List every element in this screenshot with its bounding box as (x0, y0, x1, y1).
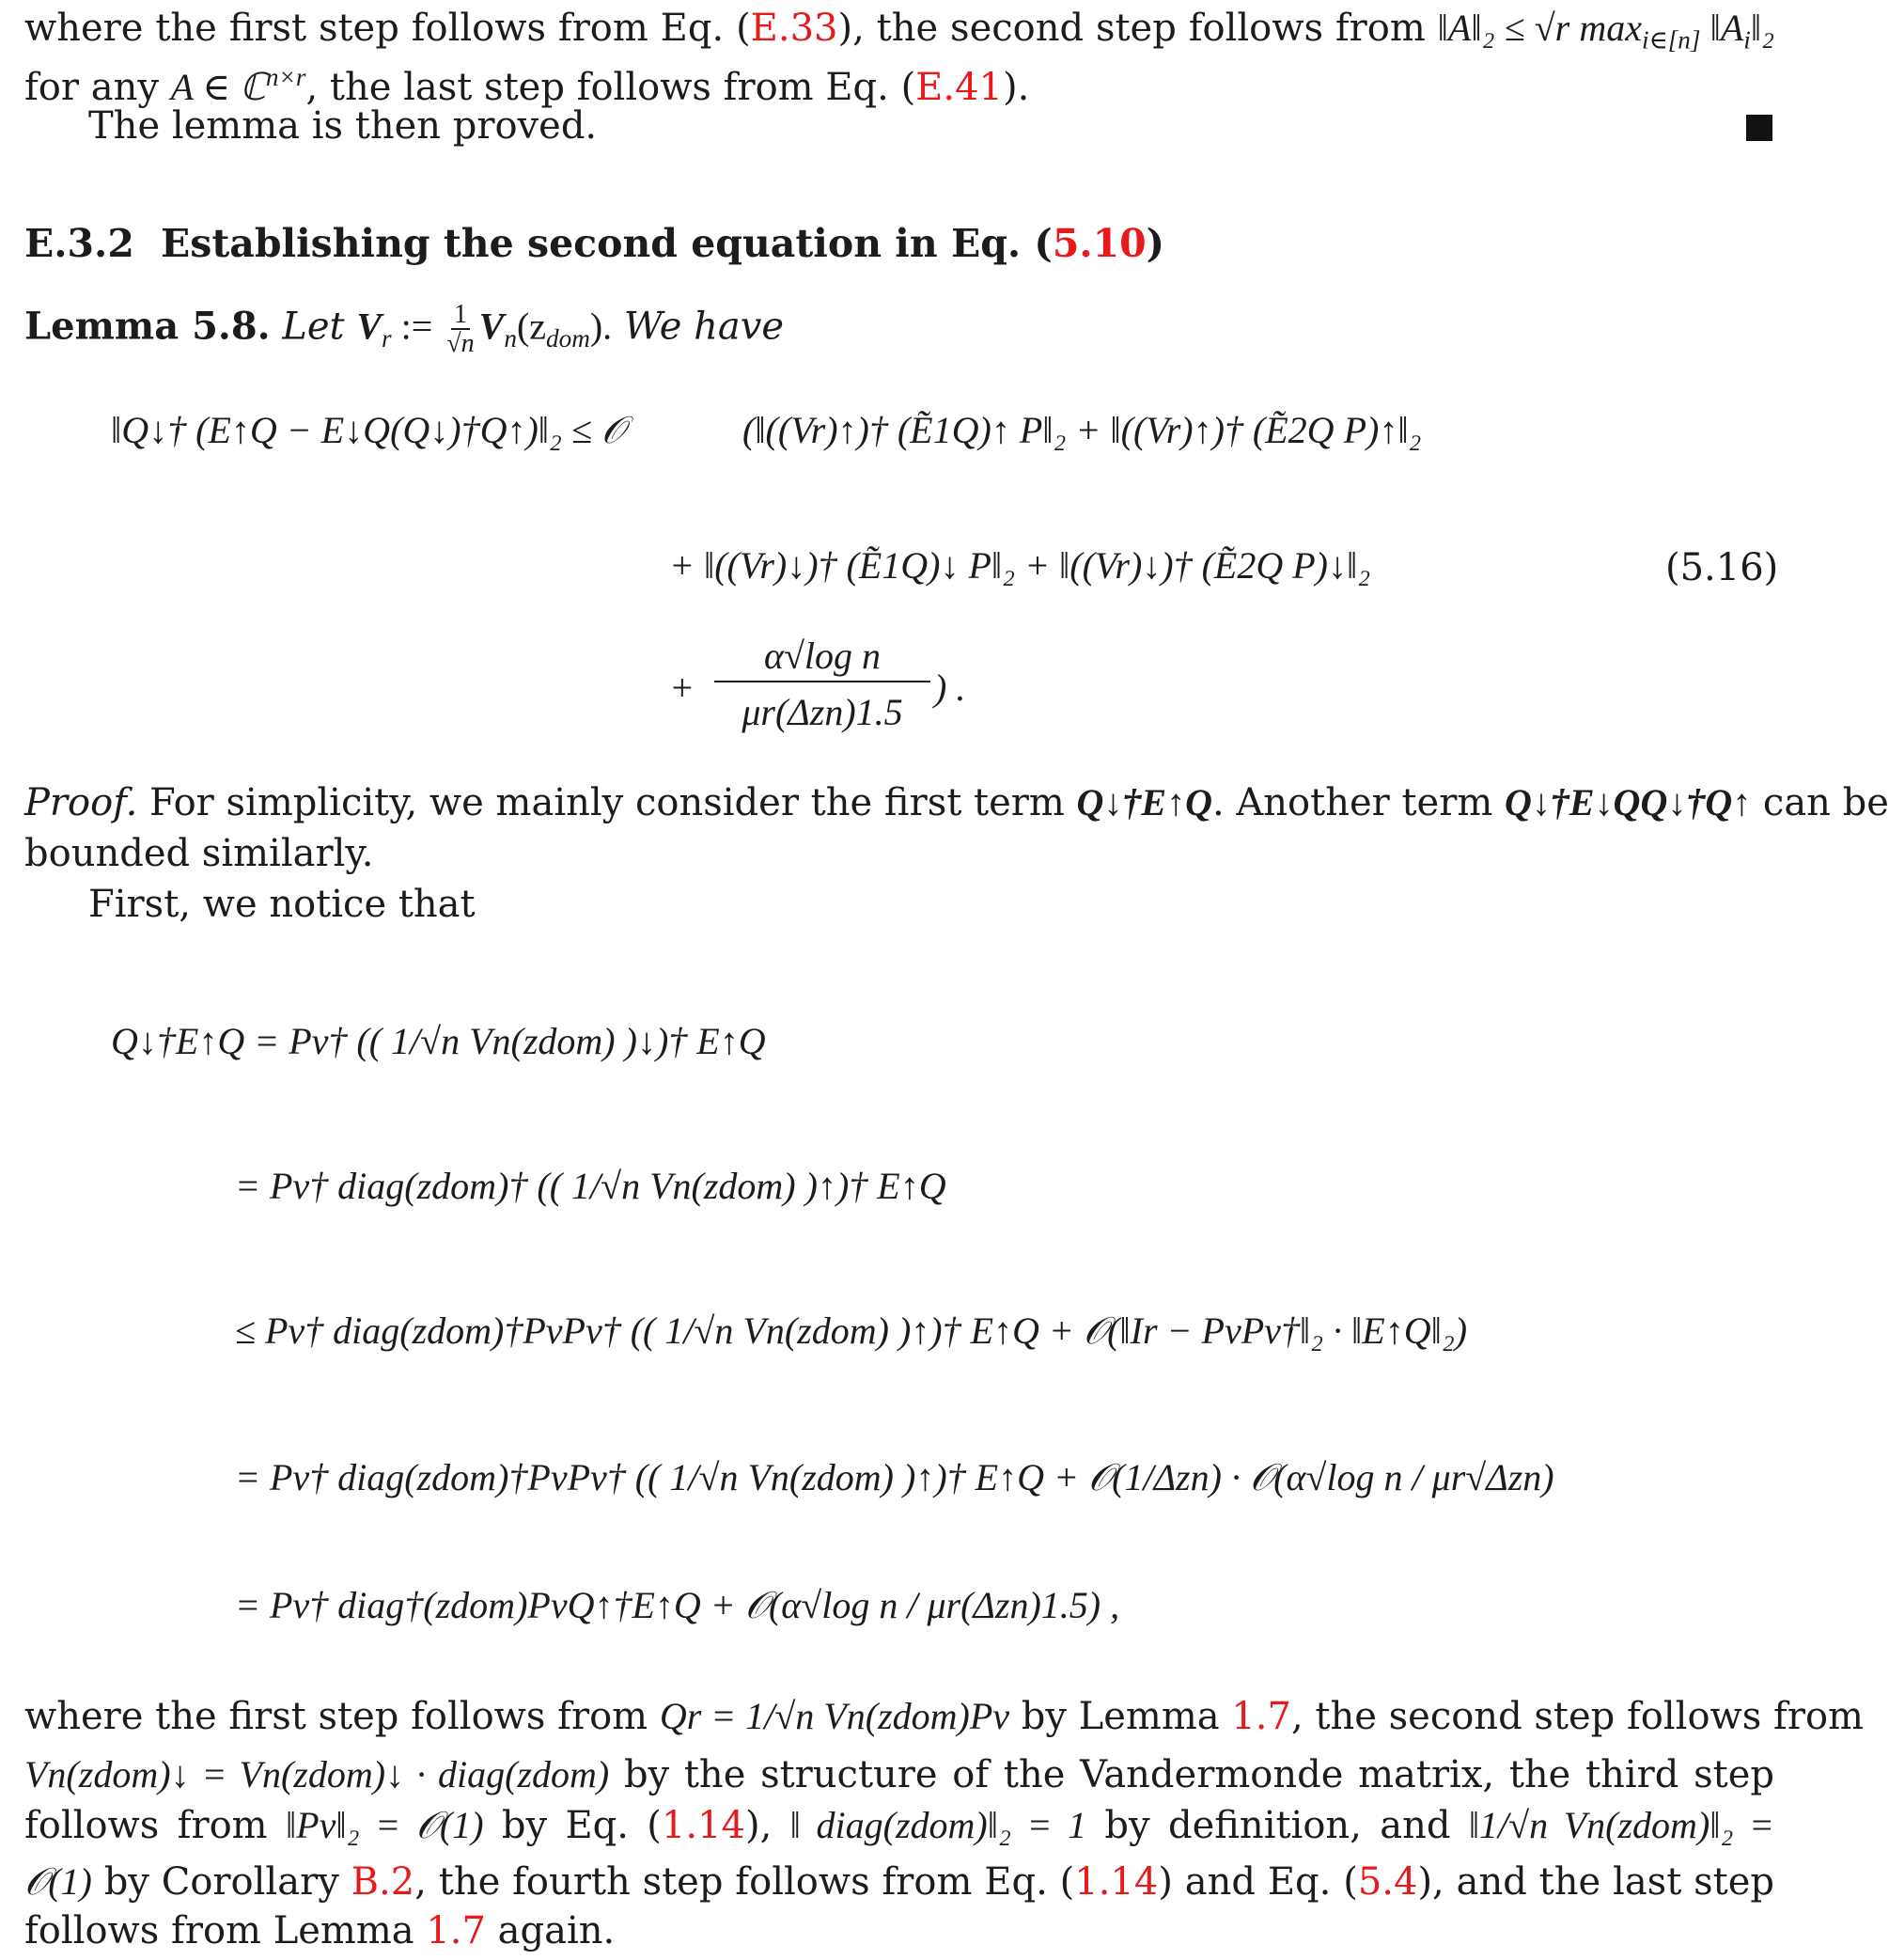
eq-5-16-line-1-rhs: (‖((Vr)↑)† (Ẽ1Q)↑ P‖₂ + ‖((Vr)↑)† (Ẽ2Q P)↑‖₂ (742, 409, 1422, 451)
lemma-statement: Lemma 5.8. Let $V_r$ := $\frac{1}{√n}$ $V_n(z_{dom})$. We have (24, 300, 785, 359)
top-paragraph-line-3: The lemma is then proved. (88, 104, 598, 148)
ref-e33[interactable]: E.33 (750, 7, 838, 50)
proof-line-2: bounded similarly. (24, 832, 374, 875)
bottom-paragraph-line-3: follows from ‖Pv‖₂ = 𝒪(1) by Eq. (1.14), ‖ diag(zdom)‖₂ = 1 by definition, and ‖1/√n Vn(zdom)‖₂ = (24, 1804, 1775, 1847)
lemma-fraction: $\frac{1}{√n}$ (446, 300, 475, 359)
derivation-row-2: = Pv† diag(zdom)† (( 1/√n Vn(zdom) )↑)† E↑Q (235, 1165, 946, 1207)
ref-5-4[interactable]: 5.4 (1357, 1860, 1418, 1904)
bottom-paragraph-line-1: where the first step follows from Qr = 1/√n Vn(zdom)Pv by Lemma 1.7, the second step follows from (24, 1695, 1864, 1738)
ref-5-10[interactable]: 5.10 (1052, 221, 1147, 266)
lemma-label: Lemma 5.8. (24, 304, 271, 349)
ref-lemma-1-7-again[interactable]: 1.7 (426, 1909, 486, 1952)
qed-square-icon (1746, 115, 1772, 141)
section-number: E.3.2 (24, 221, 134, 266)
proof-line-3: First, we notice that (88, 883, 476, 926)
ref-1-14-second[interactable]: 1.14 (1074, 1860, 1159, 1904)
top-paragraph-line-1: where the first step follows from Eq. (E.33), the second step follows from ‖A‖₂ ≤ √r $\max_{i\in[n]}$ $‖A_i‖_2$ (24, 7, 1774, 55)
ref-1-14[interactable]: 1.14 (661, 1804, 745, 1847)
section-heading: E.3.2 Establishing the second equation in Eq. (5.10) (24, 221, 1165, 266)
eq-5-16-line-3-end: ) . (934, 666, 966, 709)
equation-number-5-16: (5.16) (1665, 546, 1779, 589)
derivation-row-5: = Pv† diag†(zdom)PvQ↑†E↑Q + 𝒪(α√log n / μr(Δzn)1.5) , (235, 1584, 1120, 1626)
top-paragraph-line-2: for any A ∈ ℂ$^{n\times r}$, the last step follows from Eq. (E.41). (24, 63, 1030, 109)
eq-5-16-fraction-denominator: μr(Δzn)1.5 (742, 691, 903, 733)
derivation-row-4: = Pv† diag(zdom)†PvPv† (( 1/√n Vn(zdom) )↑)† E↑Q + 𝒪(1/Δzn) · 𝒪(α√log n / μr√Δzn) (235, 1456, 1554, 1498)
proof-label: Proof. (24, 781, 138, 824)
proof-line-1: Proof. For simplicity, we mainly consider the first term Q↓†E↑Q. Another term Q↓†E↓QQ↓†Q↑ can be (24, 781, 1889, 824)
eq-5-16-line-2: + ‖((Vr)↓)† (Ẽ1Q)↓ P‖₂ + ‖((Vr)↓)† (Ẽ2Q P)↓‖₂ (669, 544, 1371, 587)
derivation-row-3: ≤ Pv† diag(zdom)†PvPv† (( 1/√n Vn(zdom) )↑)† E↑Q + 𝒪(‖Ir − PvPv†‖₂ · ‖E↑Q‖₂) (235, 1309, 1468, 1352)
eq-5-16-line-3-plus: + (669, 666, 695, 709)
ref-e41[interactable]: E.41 (915, 65, 1003, 109)
eq-5-16-line-1-lhs: ‖Q↓† (E↑Q − E↓Q(Q↓)†Q↑)‖₂ ≤ 𝒪 (111, 409, 626, 451)
ref-corollary-b-2[interactable]: B.2 (351, 1860, 415, 1904)
bottom-paragraph-line-5: follows from Lemma 1.7 again. (24, 1909, 616, 1952)
eq-5-16-fraction-numerator: α√log n (714, 632, 930, 682)
ref-lemma-1-7[interactable]: 1.7 (1231, 1695, 1291, 1738)
bottom-paragraph-line-4: 𝒪(1) by Corollary B.2, the fourth step follows from Eq. (1.14) and Eq. (5.4), and the last step (24, 1860, 1775, 1904)
derivation-row-1: Q↓†E↑Q = Pv† (( 1/√n Vn(zdom) )↓)† E↑Q (111, 1020, 766, 1062)
bottom-paragraph-line-2: Vn(zdom)↓ = Vn(zdom)↓ · diag(zdom) by the structure of the Vandermonde matrix, the third step (24, 1753, 1774, 1796)
